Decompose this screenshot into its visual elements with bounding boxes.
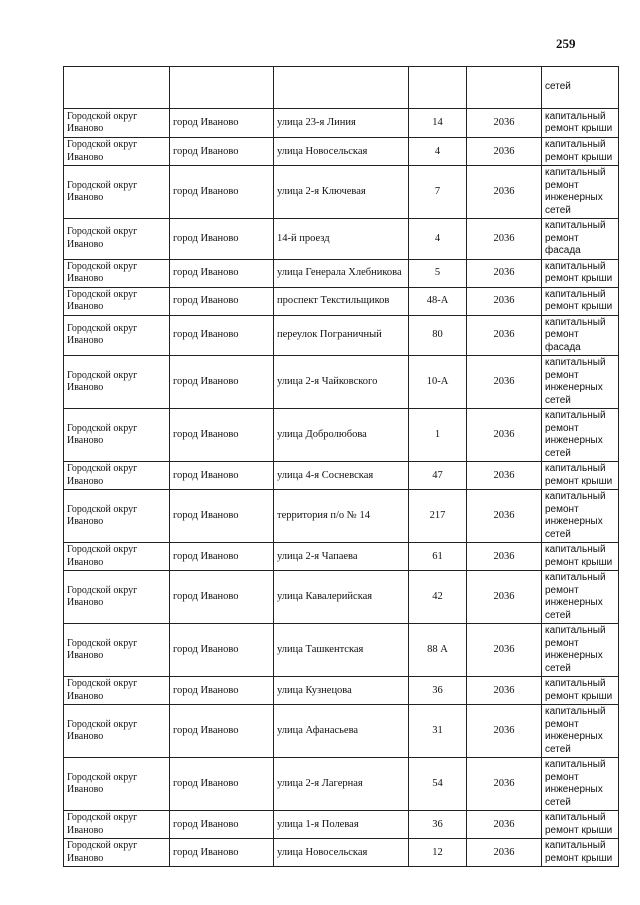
table-row xyxy=(64,571,619,624)
page-number: 259 xyxy=(556,36,576,51)
street-cell: территория п/о № 14 xyxy=(274,490,409,543)
house-number-cell: 5 xyxy=(409,259,467,287)
house-number-cell: 36 xyxy=(409,677,467,705)
street-cell: улица Кузнецова xyxy=(274,677,409,705)
table-row xyxy=(64,462,619,490)
house-number-cell: 7 xyxy=(409,166,467,219)
district-cell: Городской округ Иваново xyxy=(64,758,170,811)
house-number-cell: 4 xyxy=(409,138,467,166)
table-row xyxy=(64,166,619,219)
street-cell: 14-й проезд xyxy=(274,219,409,260)
house-number-cell: 217 xyxy=(409,490,467,543)
work-type-cell: капитальный ремонт крыши xyxy=(542,811,619,839)
street-cell: улица 2-я Чайковского xyxy=(274,356,409,409)
table-row xyxy=(64,705,619,758)
house-number-cell: 4 xyxy=(409,219,467,260)
house-number-cell: 14 xyxy=(409,109,467,138)
street-cell: проспект Текстильщиков xyxy=(274,287,409,315)
year-cell: 2036 xyxy=(467,315,542,356)
work-type-cell: сетей xyxy=(542,67,619,109)
year-cell: 2036 xyxy=(467,287,542,315)
table-row xyxy=(64,543,619,571)
district-cell: Городской округ Иваново xyxy=(64,490,170,543)
district-cell: Городской округ Иваново xyxy=(64,677,170,705)
year-cell: 2036 xyxy=(467,705,542,758)
year-cell: 2036 xyxy=(467,811,542,839)
work-type-cell: капитальный ремонт крыши xyxy=(542,138,619,166)
district-cell: Городской округ Иваново xyxy=(64,356,170,409)
city-cell: город Иваново xyxy=(170,705,274,758)
year-cell: 2036 xyxy=(467,259,542,287)
street-cell: улица Новосельская xyxy=(274,138,409,166)
work-type-cell: капитальный ремонт крыши xyxy=(542,109,619,138)
table-row-continuation xyxy=(64,67,619,109)
district-cell: Городской округ Иваново xyxy=(64,543,170,571)
house-number-cell: 47 xyxy=(409,462,467,490)
work-type-cell: капитальный ремонт инженерных сетей xyxy=(542,166,619,219)
district-cell: Городской округ Иваново xyxy=(64,462,170,490)
work-type-cell: капитальный ремонт инженерных сетей xyxy=(542,705,619,758)
table-row xyxy=(64,677,619,705)
house-number-cell: 10-А xyxy=(409,356,467,409)
city-cell: город Иваново xyxy=(170,811,274,839)
street-cell: улица 1-я Полевая xyxy=(274,811,409,839)
district-cell: Городской округ Иваново xyxy=(64,219,170,260)
city-cell: город Иваново xyxy=(170,571,274,624)
table-row xyxy=(64,490,619,543)
city-cell: город Иваново xyxy=(170,138,274,166)
house-number-cell: 48-А xyxy=(409,287,467,315)
work-type-cell: капитальный ремонт крыши xyxy=(542,543,619,571)
city-cell: город Иваново xyxy=(170,109,274,138)
work-type-cell: капитальный ремонт инженерных сетей xyxy=(542,624,619,677)
work-type-cell: капитальный ремонт крыши xyxy=(542,287,619,315)
year-cell: 2036 xyxy=(467,166,542,219)
house-number-cell: 54 xyxy=(409,758,467,811)
city-cell: город Иваново xyxy=(170,259,274,287)
table-row xyxy=(64,624,619,677)
table-row xyxy=(64,287,619,315)
city-cell: город Иваново xyxy=(170,624,274,677)
city-cell: город Иваново xyxy=(170,490,274,543)
street-cell: переулок Пограничный xyxy=(274,315,409,356)
street-cell: улица 2-я Лагерная xyxy=(274,758,409,811)
street-cell: улица 2-я Чапаева xyxy=(274,543,409,571)
table-row xyxy=(64,356,619,409)
work-type-cell: капитальный ремонт инженерных сетей xyxy=(542,490,619,543)
table-row xyxy=(64,109,619,138)
district-cell: Городской округ Иваново xyxy=(64,259,170,287)
city-cell: город Иваново xyxy=(170,356,274,409)
year-cell: 2036 xyxy=(467,409,542,462)
year-cell: 2036 xyxy=(467,219,542,260)
district-cell: Городской округ Иваново xyxy=(64,166,170,219)
empty-cell xyxy=(274,67,409,109)
table-row xyxy=(64,138,619,166)
empty-cell xyxy=(467,67,542,109)
city-cell: город Иваново xyxy=(170,409,274,462)
city-cell: город Иваново xyxy=(170,839,274,867)
year-cell: 2036 xyxy=(467,839,542,867)
year-cell: 2036 xyxy=(467,138,542,166)
house-number-cell: 31 xyxy=(409,705,467,758)
house-number-cell: 42 xyxy=(409,571,467,624)
table-row xyxy=(64,758,619,811)
district-cell: Городской округ Иваново xyxy=(64,109,170,138)
city-cell: город Иваново xyxy=(170,758,274,811)
house-number-cell: 1 xyxy=(409,409,467,462)
work-type-cell: капитальный ремонт фасада xyxy=(542,219,619,260)
work-type-cell: капитальный ремонт крыши xyxy=(542,259,619,287)
house-number-cell: 12 xyxy=(409,839,467,867)
work-type-cell: капитальный ремонт инженерных сетей xyxy=(542,356,619,409)
table-row xyxy=(64,219,619,260)
year-cell: 2036 xyxy=(467,677,542,705)
year-cell: 2036 xyxy=(467,758,542,811)
table-row xyxy=(64,839,619,867)
street-cell: улица 2-я Ключевая xyxy=(274,166,409,219)
empty-cell xyxy=(64,67,170,109)
district-cell: Городской округ Иваново xyxy=(64,138,170,166)
year-cell: 2036 xyxy=(467,356,542,409)
district-cell: Городской округ Иваново xyxy=(64,839,170,867)
table-row xyxy=(64,811,619,839)
year-cell: 2036 xyxy=(467,109,542,138)
city-cell: город Иваново xyxy=(170,315,274,356)
year-cell: 2036 xyxy=(467,624,542,677)
street-cell: улица Ташкентская xyxy=(274,624,409,677)
house-number-cell: 61 xyxy=(409,543,467,571)
street-cell: улица 23-я Линия xyxy=(274,109,409,138)
street-cell: улица 4-я Сосневская xyxy=(274,462,409,490)
city-cell: город Иваново xyxy=(170,677,274,705)
empty-cell xyxy=(170,67,274,109)
empty-cell xyxy=(409,67,467,109)
city-cell: город Иваново xyxy=(170,287,274,315)
repair-schedule-table xyxy=(63,66,619,867)
street-cell: улица Генерала Хлебникова xyxy=(274,259,409,287)
work-type-cell: капитальный ремонт инженерных сетей xyxy=(542,571,619,624)
table-row xyxy=(64,409,619,462)
work-type-cell: капитальный ремонт крыши xyxy=(542,839,619,867)
work-type-cell: капитальный ремонт инженерных сетей xyxy=(542,409,619,462)
city-cell: город Иваново xyxy=(170,462,274,490)
street-cell: улица Новосельская xyxy=(274,839,409,867)
table-row xyxy=(64,315,619,356)
district-cell: Городской округ Иваново xyxy=(64,624,170,677)
city-cell: город Иваново xyxy=(170,166,274,219)
district-cell: Городской округ Иваново xyxy=(64,811,170,839)
house-number-cell: 36 xyxy=(409,811,467,839)
district-cell: Городской округ Иваново xyxy=(64,287,170,315)
street-cell: улица Афанасьева xyxy=(274,705,409,758)
district-cell: Городской округ Иваново xyxy=(64,571,170,624)
work-type-cell: капитальный ремонт фасада xyxy=(542,315,619,356)
district-cell: Городской округ Иваново xyxy=(64,705,170,758)
year-cell: 2036 xyxy=(467,490,542,543)
street-cell: улица Кавалерийская xyxy=(274,571,409,624)
street-cell: улица Добролюбова xyxy=(274,409,409,462)
work-type-cell: капитальный ремонт крыши xyxy=(542,462,619,490)
house-number-cell: 88 А xyxy=(409,624,467,677)
year-cell: 2036 xyxy=(467,543,542,571)
work-type-cell: капитальный ремонт крыши xyxy=(542,677,619,705)
year-cell: 2036 xyxy=(467,571,542,624)
district-cell: Городской округ Иваново xyxy=(64,409,170,462)
city-cell: город Иваново xyxy=(170,219,274,260)
table-row xyxy=(64,259,619,287)
house-number-cell: 80 xyxy=(409,315,467,356)
district-cell: Городской округ Иваново xyxy=(64,315,170,356)
year-cell: 2036 xyxy=(467,462,542,490)
work-type-cell: капитальный ремонт инженерных сетей xyxy=(542,758,619,811)
city-cell: город Иваново xyxy=(170,543,274,571)
